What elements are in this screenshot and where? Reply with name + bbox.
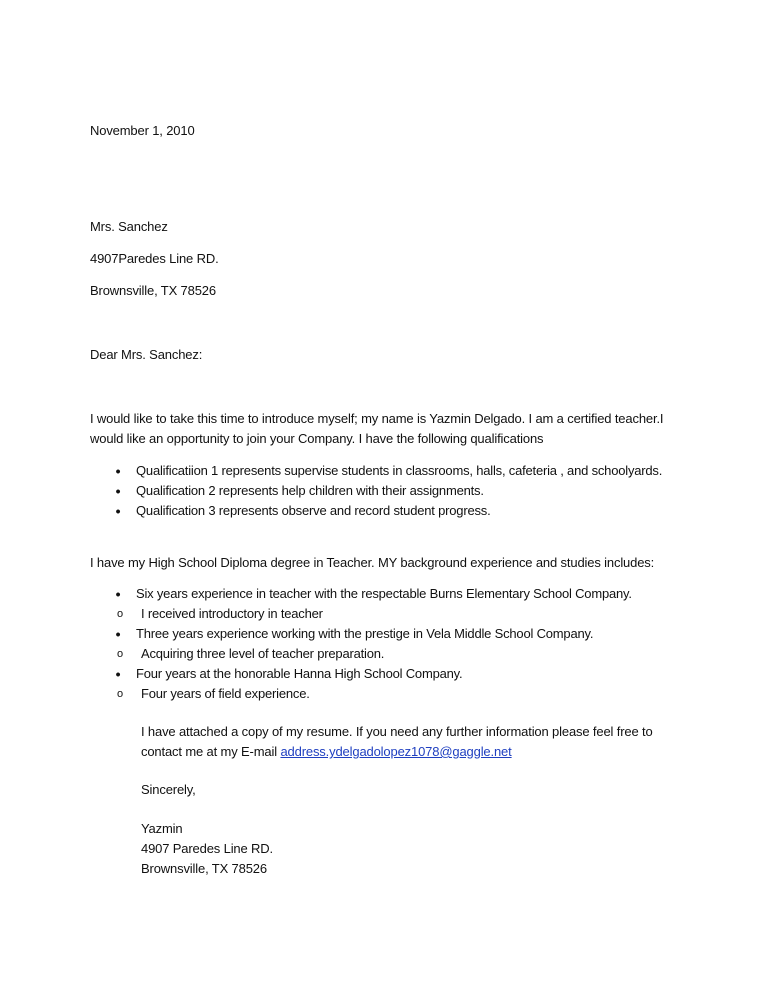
experience-subtext: I received introductory in teacher	[141, 606, 323, 621]
intro-line-1: I would like to take this time to introduce myself; my name is Yazmin Delgado. I am a certified teacher.I	[90, 411, 664, 426]
sender-street: 4907 Paredes Line RD.	[141, 841, 273, 856]
bullet-circle-icon: o	[117, 648, 123, 660]
bullet-circle-icon: o	[117, 688, 123, 700]
letter-date: November 1, 2010	[90, 123, 195, 138]
bullet-disc-icon: •	[115, 463, 121, 479]
recipient-city: Brownsville, TX 78526	[90, 283, 216, 298]
sender-city: Brownsville, TX 78526	[141, 861, 267, 876]
qualification-text: Qualificatiion 1 represents supervise students in classrooms, halls, cafeteria , and schoolyards.	[136, 463, 663, 478]
closing-line-2-prefix: contact me at my E-mail	[141, 744, 281, 759]
bullet-disc-icon: •	[115, 483, 121, 499]
background-intro: I have my High School Diploma degree in Teacher. MY background experience and studies includes:	[90, 555, 655, 570]
recipient-name: Mrs. Sanchez	[90, 219, 168, 234]
bullet-circle-icon: o	[117, 608, 123, 620]
bullet-disc-icon: •	[115, 586, 121, 602]
closing-line-1: I have attached a copy of my resume. If you need any further information please feel free to	[141, 724, 653, 739]
experience-text: Six years experience in teacher with the respectable Burns Elementary School Company.	[136, 586, 632, 601]
experience-subtext: Acquiring three level of teacher preparation.	[141, 646, 385, 661]
closing-line-2	[141, 744, 512, 760]
bullet-disc-icon: •	[115, 503, 121, 519]
sender-name: Yazmin	[141, 821, 183, 836]
recipient-street: 4907Paredes Line RD.	[90, 251, 219, 266]
experience-text: Four years at the honorable Hanna High School Company.	[136, 666, 463, 681]
qualification-text: Qualification 3 represents observe and record student progress.	[136, 503, 491, 518]
bullet-disc-icon: •	[115, 666, 121, 682]
salutation: Dear Mrs. Sanchez:	[90, 347, 203, 362]
email-link[interactable]: address.ydelgadolopez1078@gaggle.net	[280, 744, 512, 759]
experience-text: Three years experience working with the prestige in Vela Middle School Company.	[136, 626, 594, 641]
experience-subtext: Four years of field experience.	[141, 686, 310, 701]
qualification-text: Qualification 2 represents help children with their assignments.	[136, 483, 484, 498]
sign-off: Sincerely,	[141, 782, 196, 797]
intro-line-2: would like an opportunity to join your Company. I have the following qualifications	[90, 431, 544, 446]
bullet-disc-icon: •	[115, 626, 121, 642]
